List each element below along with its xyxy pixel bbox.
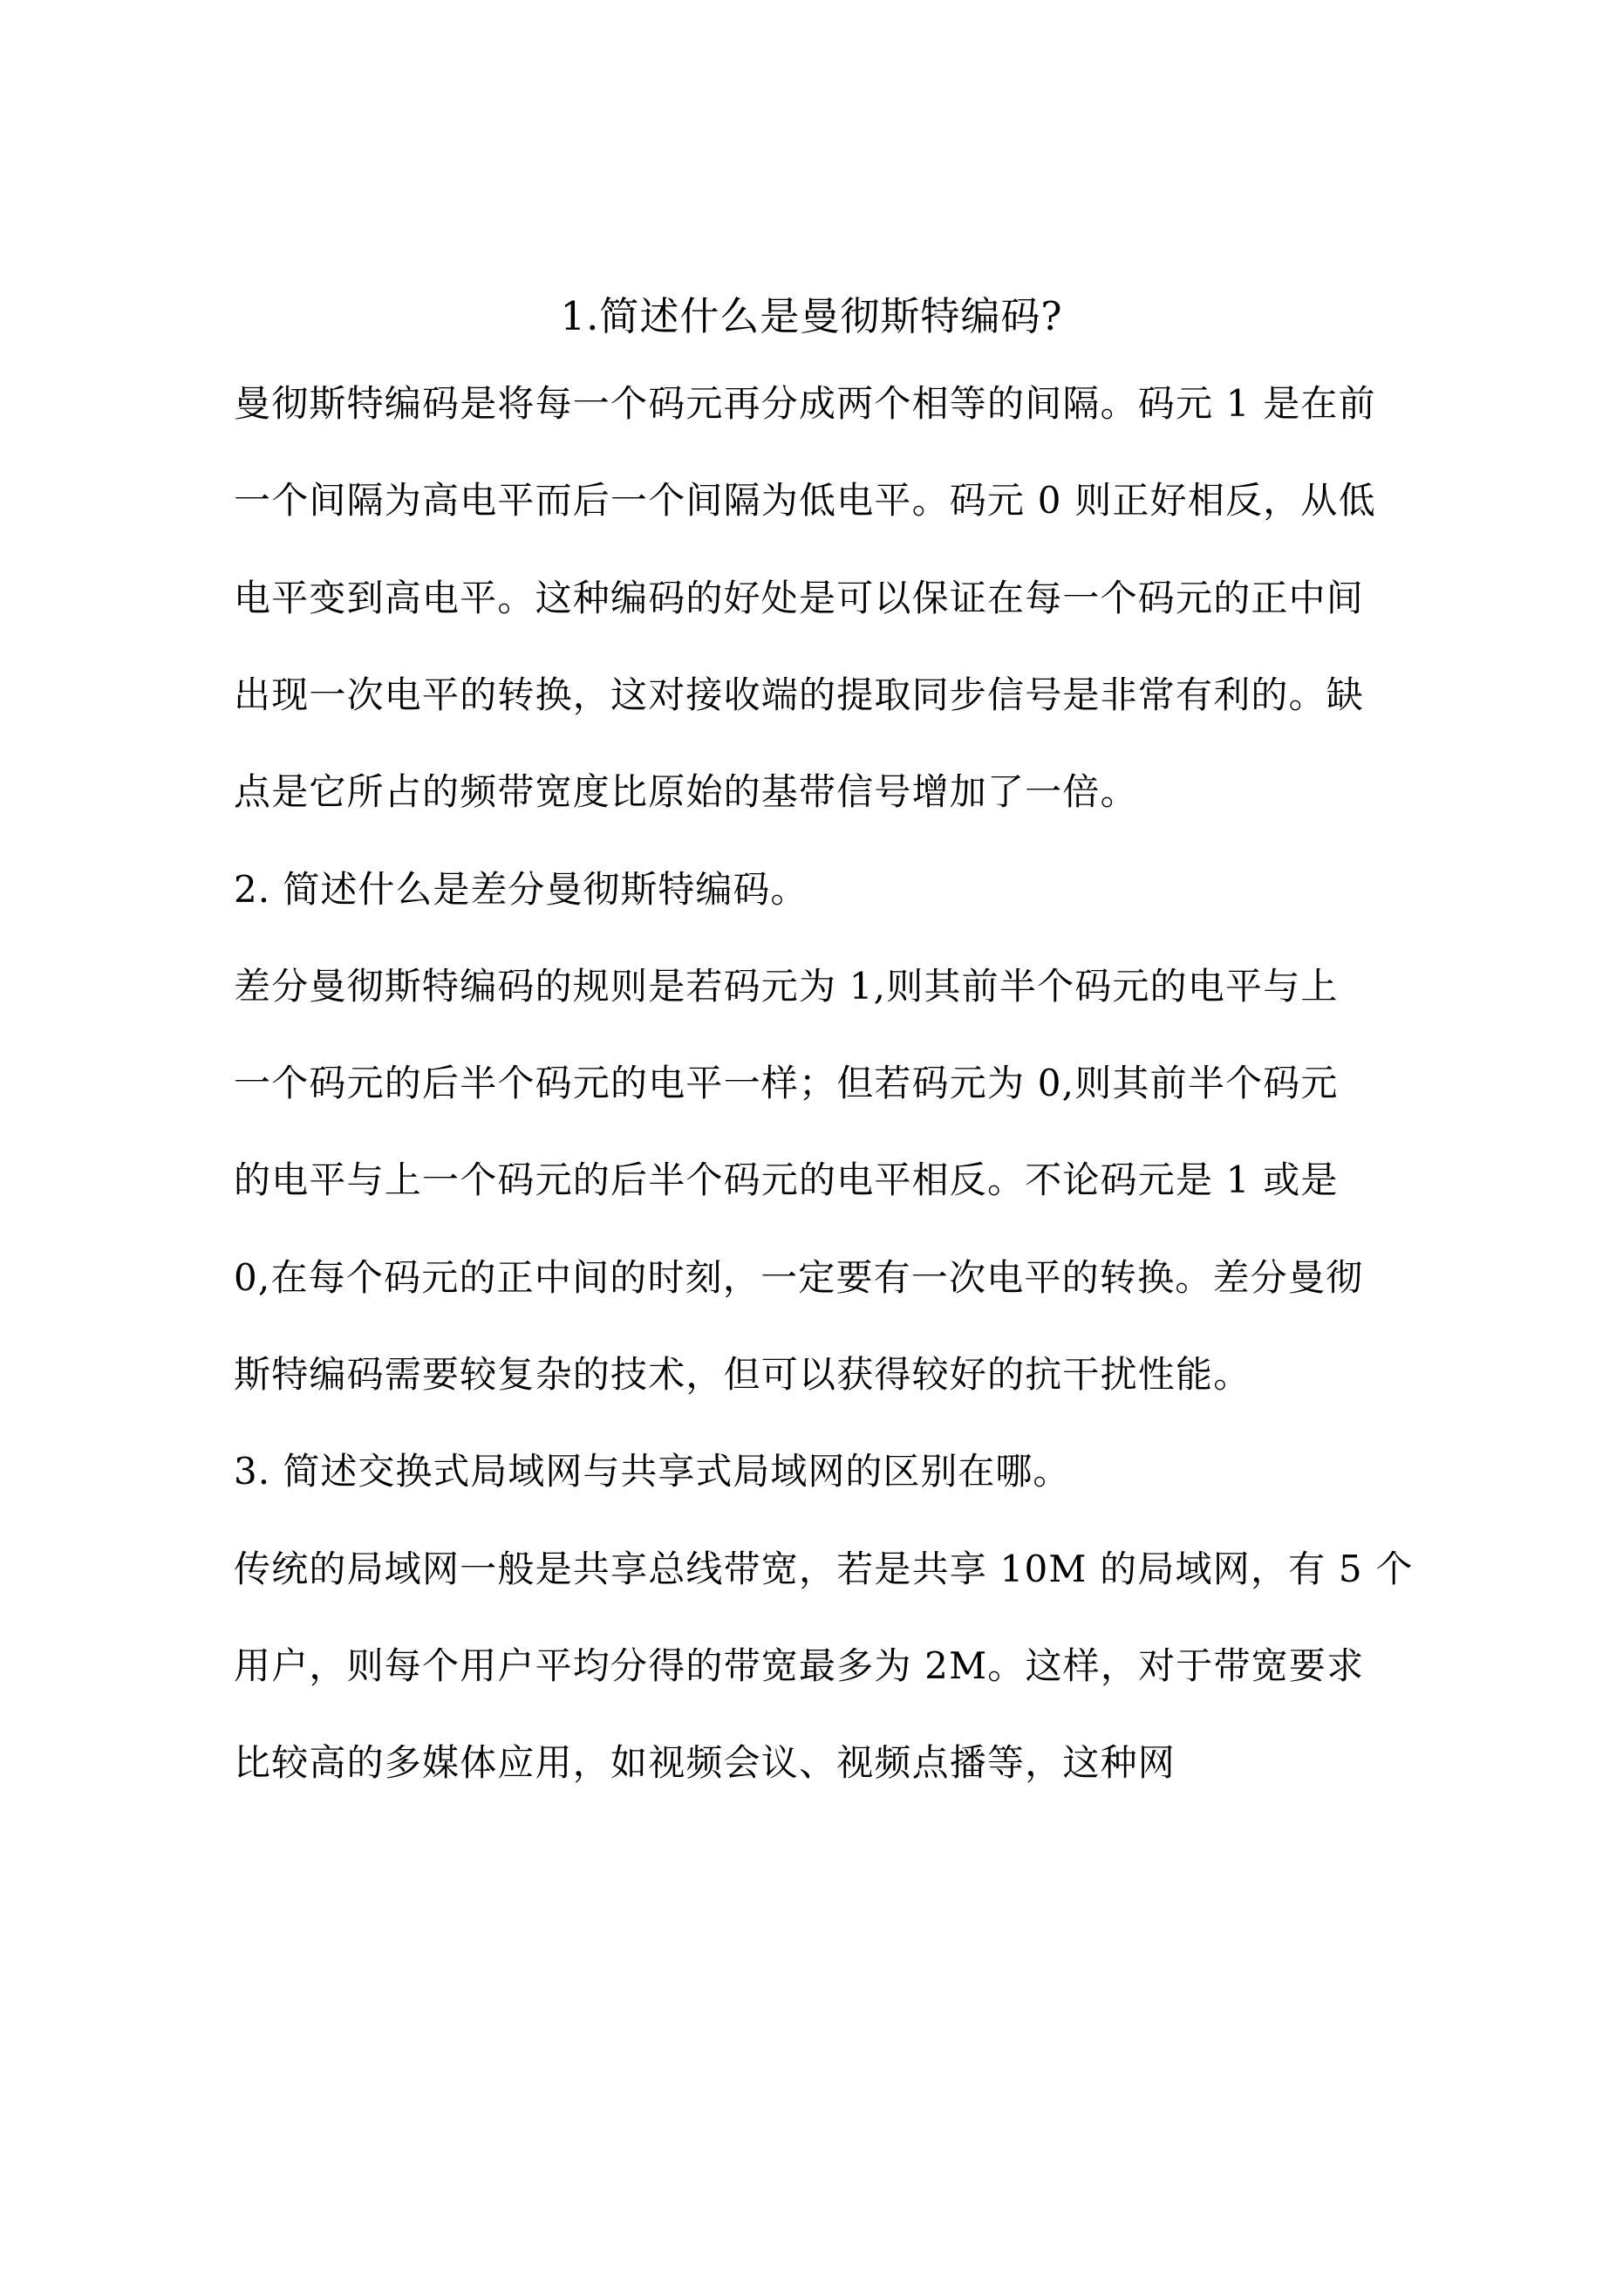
text-line: 一个间隔为高电平而后一个间隔为低电平。码元 0 则正好相反，从低 bbox=[234, 479, 1376, 522]
text-line: 电平变到高电平。这种编码的好处是可以保证在每一个码元的正中间 bbox=[234, 577, 1365, 619]
text-line: 差分曼彻斯特编码的规则是若码元为 1,则其前半个码元的电平与上 bbox=[234, 965, 1339, 1008]
text-line: 点是它所占的频带宽度比原始的基带信号增加了一倍。 bbox=[234, 770, 1138, 813]
question-2-heading: 2. 简述什么是差分曼彻斯特编码。 bbox=[234, 868, 808, 911]
text-line: 0,在每个码元的正中间的时刻，一定要有一次电平的转换。差分曼彻 bbox=[234, 1256, 1364, 1299]
text-line: 比较高的多媒体应用，如视频会议、视频点播等，这种网 bbox=[234, 1741, 1176, 1784]
text-line: 传统的局域网一般是共享总线带宽，若是共享 10M 的局域网，有 5 个 bbox=[234, 1548, 1414, 1590]
text-line: 的电平与上一个码元的后半个码元的电平相反。不论码元是 1 或是 bbox=[234, 1158, 1339, 1201]
question-3-heading: 3. 简述交换式局域网与共享式局域网的区别在哪。 bbox=[234, 1450, 1071, 1493]
text-line: 曼彻斯特编码是将每一个码元再分成两个相等的间隔。码元 1 是在前 bbox=[234, 382, 1376, 425]
text-line: 用户，则每个用户平均分得的带宽最多为 2M。这样，对于带宽要求 bbox=[234, 1644, 1365, 1687]
text-line: 出现一次电平的转换，这对接收端的提取同步信号是非常有利的。缺 bbox=[234, 673, 1365, 716]
question-1-title: 1.简述什么是曼彻斯特编码? bbox=[560, 293, 1063, 339]
text-line: 一个码元的后半个码元的电平一样；但若码元为 0,则其前半个码元 bbox=[234, 1062, 1339, 1104]
text-line: 斯特编码需要较复杂的技术，但可以获得较好的抗干扰性能。 bbox=[234, 1353, 1251, 1396]
